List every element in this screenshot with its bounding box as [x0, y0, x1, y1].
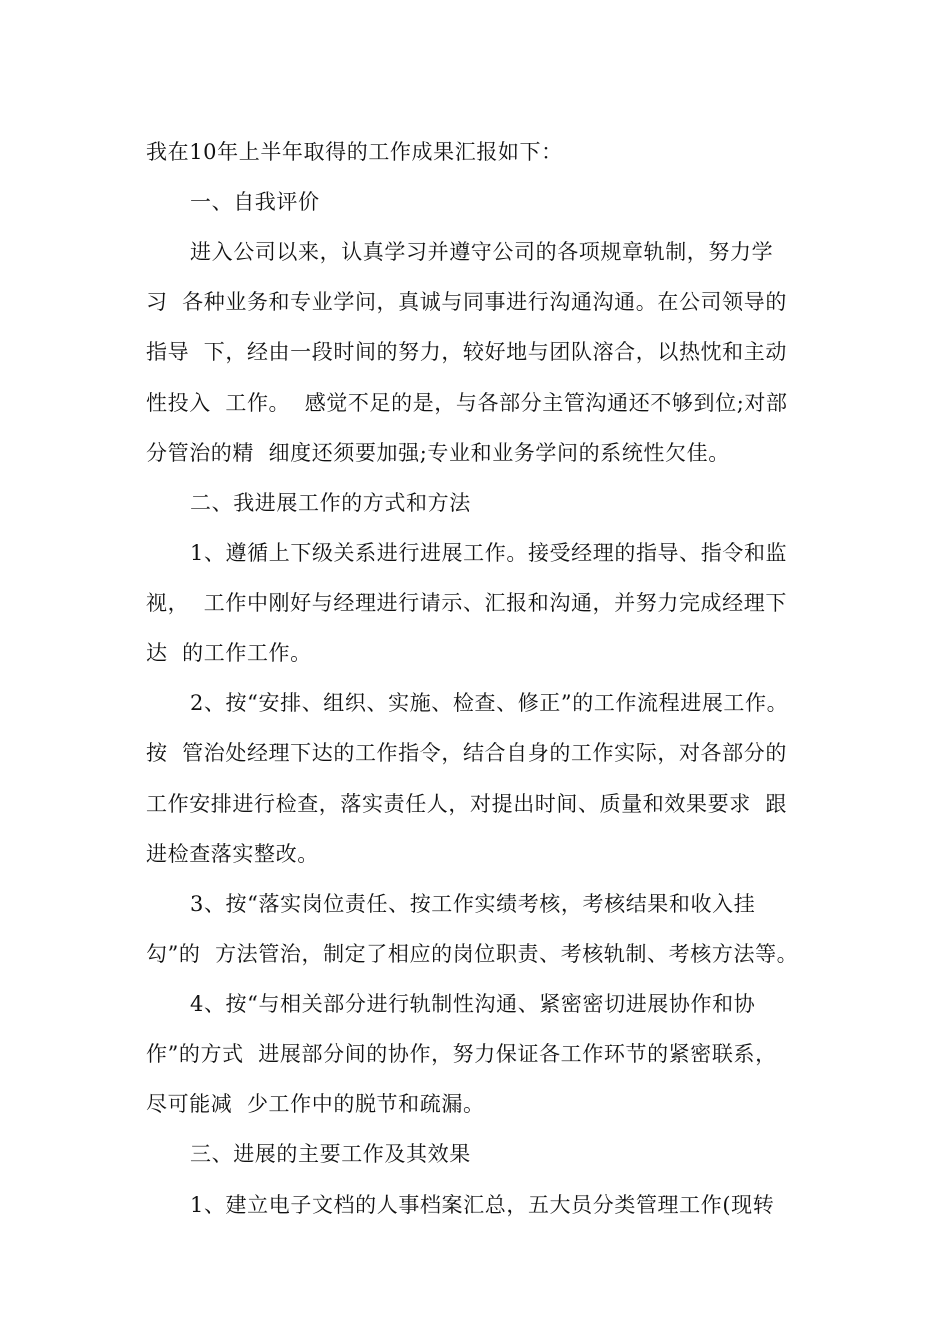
paragraph-line: 性投入 工作。 感觉不足的是，与各部分主管沟通还不够到位;对部	[146, 391, 788, 415]
paragraph-line: 习 各种业务和专业学问，真诚与同事进行沟通沟通。在公司领导的	[146, 290, 787, 314]
paragraph-line: 作”的方式 进展部分间的协作，努力保证各工作环节的紧密联系，	[146, 1042, 777, 1066]
paragraph-line: 4、按“与相关部分进行轨制性沟通、紧密密切进展协作和协	[190, 992, 756, 1016]
paragraph-line: 指导 下，经由一段时间的努力，较好地与团队溶合，以热忱和主动	[146, 340, 787, 364]
paragraph-line: 达 的工作工作。	[146, 641, 312, 665]
paragraph-line: 2、按“安排、组织、实施、检查、修正”的工作流程进展工作。	[190, 691, 789, 715]
paragraph-line: 分管治的精 细度还须要加强;专业和业务学问的系统性欠佳。	[146, 441, 730, 465]
section-heading-2: 二、我进展工作的方式和方法	[190, 491, 471, 515]
paragraph-line: 进入公司以来，认真学习并遵守公司的各项规章轨制，努力学	[190, 240, 774, 264]
paragraph-line: 3、按“落实岗位责任、按工作实绩考核，考核结果和收入挂	[190, 892, 756, 916]
paragraph-line: 视， 工作中刚好与经理进行请示、汇报和沟通，并努力完成经理下	[146, 591, 787, 615]
intro-line: 我在10年上半年取得的工作成果汇报如下：	[146, 140, 563, 164]
section-heading-1: 一、自我评价	[190, 190, 320, 214]
paragraph-line: 按 管治处经理下达的工作指令，结合自身的工作实际，对各部分的	[146, 741, 787, 765]
paragraph-line: 尽可能减 少工作中的脱节和疏漏。	[146, 1092, 485, 1116]
paragraph-line: 1、建立电子文档的人事档案汇总，五大员分类管理工作(现转	[190, 1193, 775, 1217]
paragraph-line: 工作安排进行检查，落实责任人，对提出时间、质量和效果要求 跟	[146, 792, 787, 816]
paragraph-line: 1、遵循上下级关系进行进展工作。接受经理的指导、指令和监	[190, 541, 788, 565]
section-heading-3: 三、进展的主要工作及其效果	[190, 1142, 471, 1166]
paragraph-line: 勾”的 方法管治，制定了相应的岗位职责、考核轨制、考核方法等。	[146, 942, 799, 966]
paragraph-line: 进检查落实整改。	[146, 842, 319, 866]
